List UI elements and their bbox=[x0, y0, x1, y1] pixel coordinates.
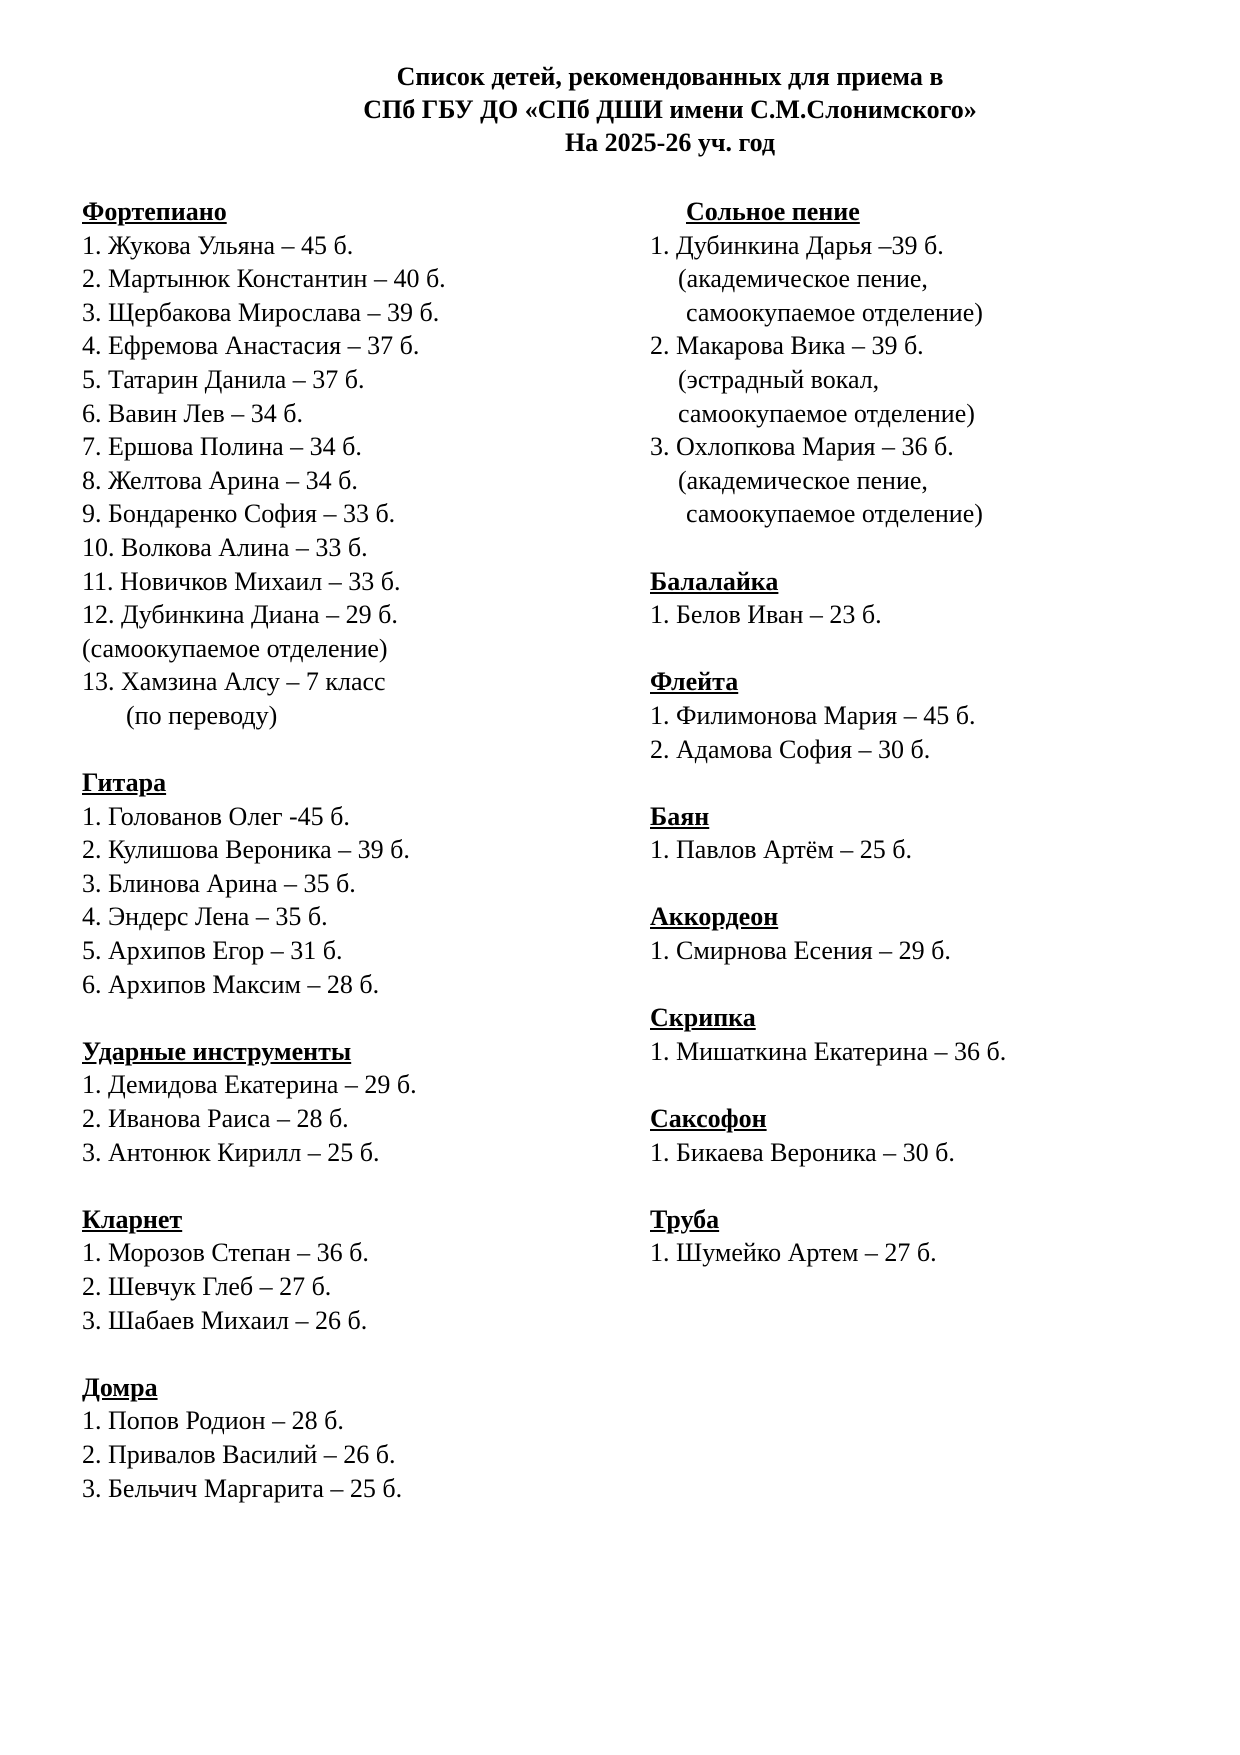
list-item: 1. Филимонова Мария – 45 б. bbox=[650, 700, 976, 730]
list-item: 6. Архипов Максим – 28 б. bbox=[82, 969, 380, 999]
list-item-note: (академическое пение, bbox=[678, 264, 928, 294]
list-item: 1. Павлов Артём – 25 б. bbox=[650, 835, 913, 865]
section-heading-udarnye: Ударные инструменты bbox=[82, 1036, 352, 1066]
list-item: 7. Ершова Полина – 34 б. bbox=[82, 432, 362, 462]
list-item-note: (по переводу) bbox=[126, 700, 278, 730]
section-heading-akkordeon: Аккордеон bbox=[650, 902, 779, 932]
list-item: 1. Белов Иван – 23 б. bbox=[650, 600, 882, 630]
document-title bbox=[290, 60, 1050, 159]
list-item-note: (эстрадный вокал, bbox=[678, 364, 880, 394]
list-item: 1. Смирнова Есения – 29 б. bbox=[650, 936, 951, 966]
list-item: 1. Демидова Екатерина – 29 б. bbox=[82, 1070, 417, 1100]
title-line-1: Список детей, рекомендованных для приема в bbox=[396, 62, 944, 91]
right-column bbox=[650, 195, 1210, 1270]
list-item: 1. Морозов Степан – 36 б. bbox=[82, 1238, 369, 1268]
list-item: 5. Архипов Егор – 31 б. bbox=[82, 936, 343, 966]
list-item: 1. Попов Родион – 28 б. bbox=[82, 1406, 344, 1436]
section-heading-fortepiano: Фортепиано bbox=[82, 197, 227, 226]
list-item: 1. Шумейко Артем – 27 б. bbox=[650, 1238, 937, 1268]
title-line-2: СПб ГБУ ДО «СПб ДШИ имени С.М.Слонимского» bbox=[363, 95, 977, 124]
list-item: 1. Голованов Олег -45 б. bbox=[82, 801, 350, 831]
list-item: 4. Ефремова Анастасия – 37 б. bbox=[82, 331, 420, 361]
list-item: 3. Антонюк Кирилл – 25 б. bbox=[82, 1137, 380, 1167]
section-heading-balalaika: Балалайка bbox=[650, 566, 779, 596]
list-item-note: самоокупаемое отделение) bbox=[686, 499, 983, 529]
list-item: 2. Адамова София – 30 б. bbox=[650, 734, 931, 764]
list-item: 3. Шабаев Михаил – 26 б. bbox=[82, 1305, 368, 1335]
list-item: 1. Мишаткина Екатерина – 36 б. bbox=[650, 1036, 1007, 1066]
list-item: 4. Эндерс Лена – 35 б. bbox=[82, 902, 328, 932]
list-item: 11. Новичков Михаил – 33 б. bbox=[82, 566, 401, 596]
section-heading-bayan: Баян bbox=[650, 801, 710, 831]
section-heading-gitara: Гитара bbox=[82, 768, 167, 798]
section-heading-domra: Домра bbox=[82, 1372, 158, 1402]
list-item: 2. Иванова Раиса – 28 б. bbox=[82, 1104, 349, 1134]
list-item: 3. Щербакова Мирослава – 39 б. bbox=[82, 297, 440, 327]
section-heading-vocal: Сольное пение bbox=[686, 197, 860, 226]
list-item: 2. Привалов Василий – 26 б. bbox=[82, 1439, 396, 1469]
list-item: 5. Татарин Данила – 37 б. bbox=[82, 364, 365, 394]
list-item-note: самоокупаемое отделение) bbox=[686, 297, 983, 327]
list-item-note: самоокупаемое отделение) bbox=[678, 398, 975, 428]
section-heading-skripka: Скрипка bbox=[650, 1003, 756, 1033]
list-item: 2. Кулишова Вероника – 39 б. bbox=[82, 835, 410, 865]
list-item: 1. Бикаева Вероника – 30 б. bbox=[650, 1137, 955, 1167]
list-item: 12. Дубинкина Диана – 29 б. bbox=[82, 600, 398, 630]
list-item-note: (академическое пение, bbox=[678, 465, 928, 495]
section-heading-fleita: Флейта bbox=[650, 667, 739, 697]
section-heading-klarnet: Кларнет bbox=[82, 1204, 183, 1234]
list-item: 10. Волкова Алина – 33 б. bbox=[82, 532, 368, 562]
title-line-3: На 2025-26 уч. год bbox=[564, 128, 776, 157]
list-item: 9. Бондаренко София – 33 б. bbox=[82, 499, 396, 529]
list-item: 13. Хамзина Алсу – 7 класс bbox=[82, 667, 386, 697]
section-heading-truba: Труба bbox=[650, 1204, 720, 1234]
list-item: 3. Блинова Арина – 35 б. bbox=[82, 868, 356, 898]
list-item: 2. Шевчук Глеб – 27 б. bbox=[82, 1272, 332, 1301]
section-heading-saksofon: Саксофон bbox=[650, 1104, 767, 1134]
list-item: 1. Дубинкина Дарья –39 б. bbox=[650, 230, 944, 260]
list-item: 6. Вавин Лев – 34 б. bbox=[82, 398, 303, 428]
list-item: 8. Желтова Арина – 34 б. bbox=[82, 465, 358, 495]
list-item: 3. Бельчич Маргарита – 25 б. bbox=[82, 1473, 403, 1503]
list-item: 2. Макарова Вика – 39 б. bbox=[650, 331, 924, 361]
list-item-note: (самоокупаемое отделение) bbox=[82, 633, 388, 663]
left-column bbox=[82, 195, 642, 1505]
list-item: 2. Мартынюк Константин – 40 б. bbox=[82, 264, 446, 294]
list-item: 3. Охлопкова Мария – 36 б. bbox=[650, 432, 954, 462]
list-item: 1. Жукова Ульяна – 45 б. bbox=[82, 230, 354, 260]
